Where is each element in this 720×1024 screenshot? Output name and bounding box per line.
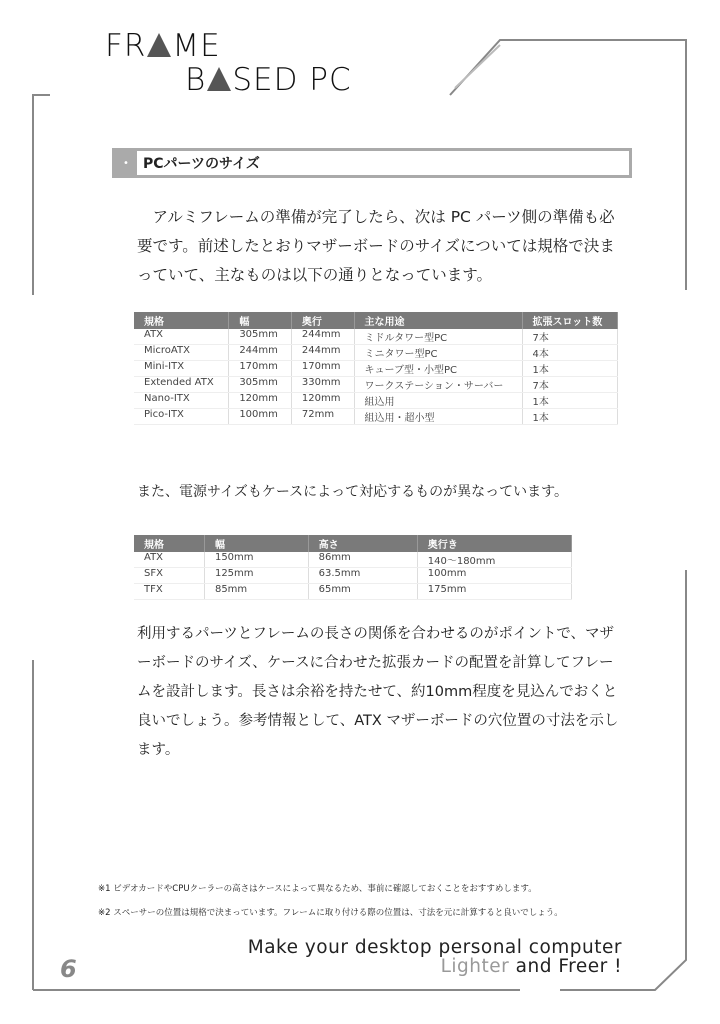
table-cell: MicroATX — [134, 345, 229, 361]
table-row — [134, 409, 618, 425]
table-cell: 170mm — [229, 361, 292, 377]
power-supply-size-table — [134, 535, 572, 600]
intro-paragraph: アルミフレームの準備が完了したら、次は PC パーツ側の準備も必要です。前述したとおりマザーボードのサイズについては規格で決まっていて、主なものは以下の通りとなっています。 — [137, 208, 615, 284]
table-cell: ミニタワー型PC — [354, 345, 522, 361]
motherboard-size-table — [134, 312, 618, 425]
footnote-1: ※1 ビデオカードやCPUクーラーの高さはケースによって異なるため、事前に確認しておくことをおすすめします。 — [98, 884, 537, 894]
table-cell: 305mm — [229, 329, 292, 345]
table-row — [134, 568, 572, 584]
table-row — [134, 552, 572, 568]
table-cell: 330mm — [291, 377, 354, 393]
table-cell: 7本 — [522, 329, 618, 345]
table-cell: 1本 — [522, 409, 618, 425]
table-cell: 1本 — [522, 361, 618, 377]
table-cell: 100mm — [229, 409, 292, 425]
table-cell: 72mm — [291, 409, 354, 425]
table-row — [134, 584, 572, 600]
logo-based-pc: B SED PC — [185, 62, 352, 98]
section-title: PCパーツのサイズ — [143, 156, 260, 172]
table-cell: 組込用 — [354, 393, 522, 409]
column-header: 規格 — [134, 312, 229, 329]
column-header: 奥行き — [417, 535, 571, 552]
table-cell: 120mm — [291, 393, 354, 409]
footnote-2: ※2 スペーサーの位置は規格で決まっています。フレームに取り付ける際の位置は、寸法を元に計算すると良いでしょう。 — [98, 908, 563, 918]
table-cell: Extended ATX — [134, 377, 229, 393]
table-cell: 65mm — [308, 584, 417, 600]
table-cell: Pico-ITX — [134, 409, 229, 425]
section-header — [112, 148, 632, 178]
table-cell: 175mm — [417, 584, 571, 600]
table-cell: 1本 — [522, 393, 618, 409]
column-header: 幅 — [229, 312, 292, 329]
table-row — [134, 377, 618, 393]
section-bullet: • — [115, 151, 137, 175]
table-header-row — [134, 312, 618, 329]
table-cell: 4本 — [522, 345, 618, 361]
tagline-rest: and Freer ! — [509, 956, 622, 977]
table-cell: Mini-ITX — [134, 361, 229, 377]
table-cell: ワークステーション・サーバー — [354, 377, 522, 393]
table-cell: ATX — [134, 329, 229, 345]
column-header: 幅 — [204, 535, 308, 552]
table-cell: Nano-ITX — [134, 393, 229, 409]
table-cell: 170mm — [291, 361, 354, 377]
table-row — [134, 345, 618, 361]
table-cell: 140～180mm — [417, 552, 571, 568]
table-row — [134, 361, 618, 377]
table-cell: キューブ型・小型PC — [354, 361, 522, 377]
table-cell: 63.5mm — [308, 568, 417, 584]
column-header: 拡張スロット数 — [522, 312, 618, 329]
column-header: 奥行 — [291, 312, 354, 329]
table-cell: ミドルタワー型PC — [354, 329, 522, 345]
power-supply-note: また、電源サイズもケースによって対応するものが異なっています。 — [137, 484, 569, 500]
table-cell: 7本 — [522, 377, 618, 393]
table-row — [134, 329, 618, 345]
table-cell: 244mm — [291, 345, 354, 361]
table-row — [134, 393, 618, 409]
table-cell: 85mm — [204, 584, 308, 600]
tagline-lighter: Lighter — [440, 956, 510, 977]
table-cell: 125mm — [204, 568, 308, 584]
table-cell: TFX — [134, 584, 204, 600]
column-header: 規格 — [134, 535, 204, 552]
table-cell: 86mm — [308, 552, 417, 568]
page-number: 6 — [60, 955, 77, 983]
table-cell: 244mm — [229, 345, 292, 361]
tagline-line1: Make your desktop personal computer — [247, 937, 622, 958]
table-cell: SFX — [134, 568, 204, 584]
logo-frame: FR ME — [105, 28, 221, 64]
table-cell: 244mm — [291, 329, 354, 345]
column-header: 高さ — [308, 535, 417, 552]
table-cell: 150mm — [204, 552, 308, 568]
table-cell: 305mm — [229, 377, 292, 393]
column-header: 主な用途 — [354, 312, 522, 329]
table-cell: ATX — [134, 552, 204, 568]
table-cell: 120mm — [229, 393, 292, 409]
table-header-row — [134, 535, 572, 552]
table-cell: 100mm — [417, 568, 571, 584]
tagline — [248, 938, 622, 976]
table-cell: 組込用・超小型 — [354, 409, 522, 425]
body-paragraph: 利用するパーツとフレームの長さの関係を合わせるのがポイントで、マザーボードのサイズ、ケースに合わせた拡張カードの配置を計算してフレームを設計します。長さは余裕を持たせて、約10mm程度を見込んでおくと良いでしょう。参考情報として、ATX マザーボードの穴位置の寸法を示します。 — [137, 626, 619, 758]
